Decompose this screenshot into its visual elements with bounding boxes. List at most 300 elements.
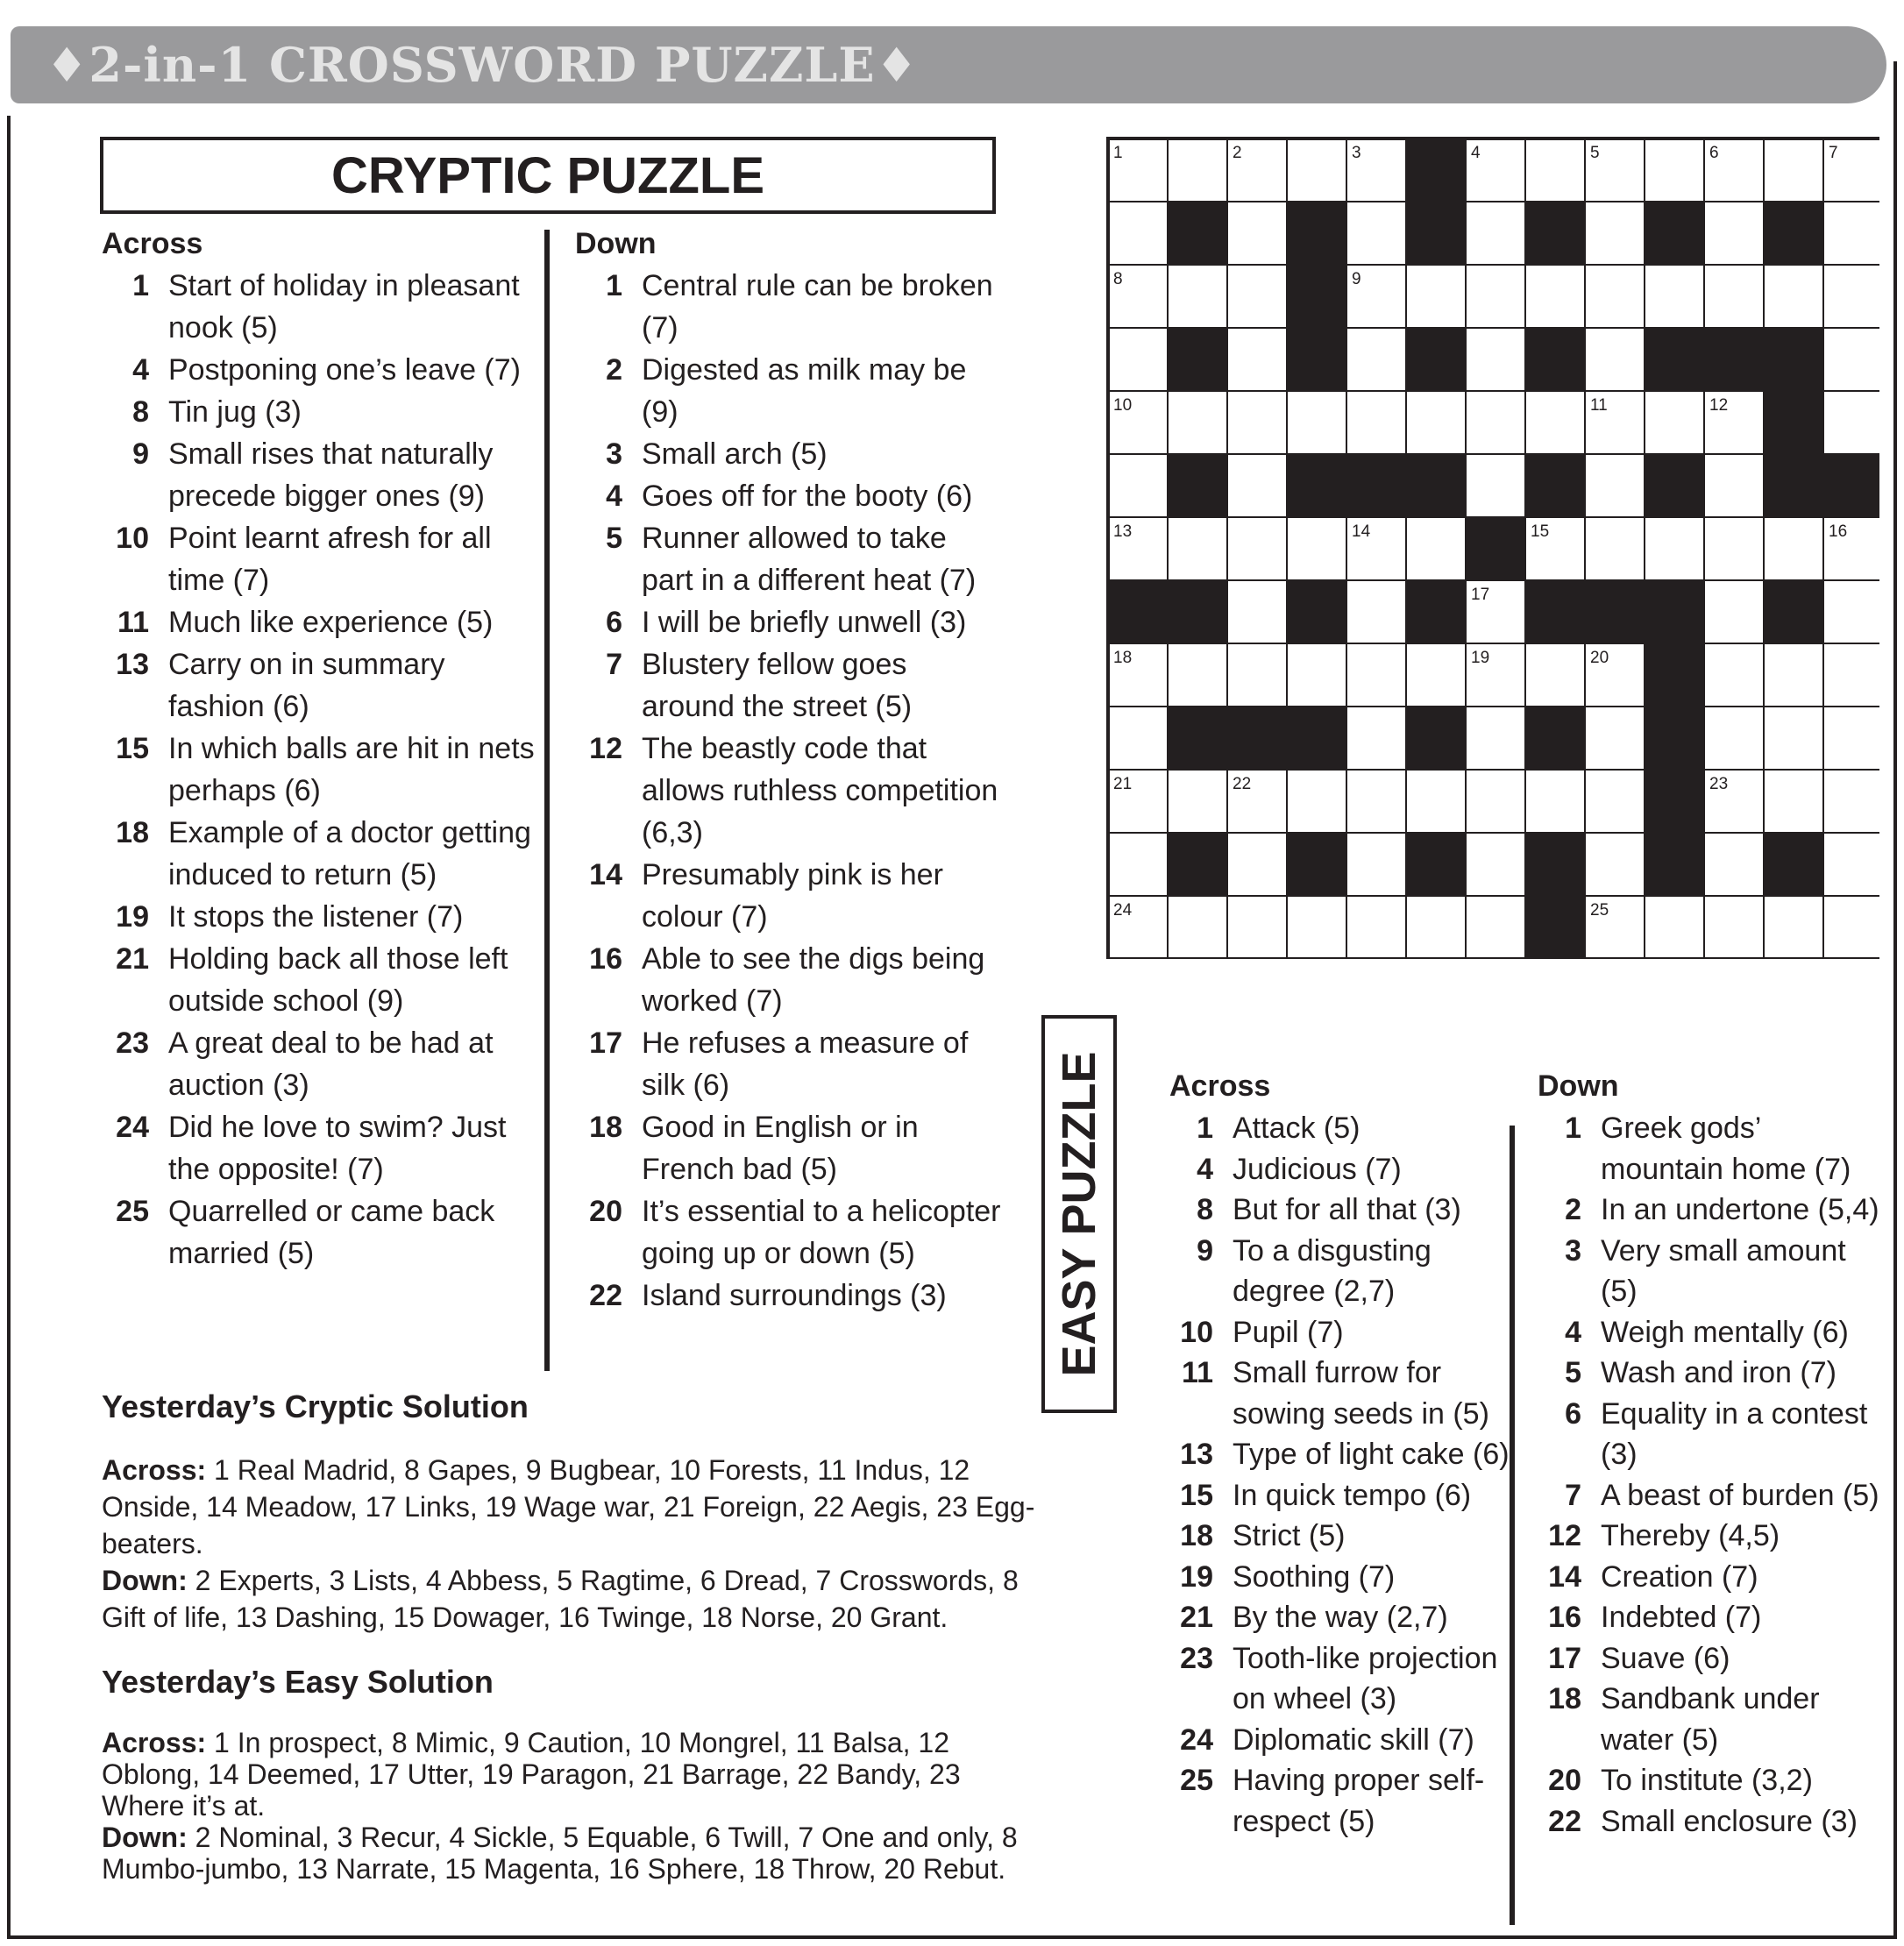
grid-cell[interactable]	[1585, 265, 1645, 328]
grid-number: 8	[1113, 270, 1123, 288]
grid-cell[interactable]	[1585, 328, 1645, 391]
clue-number: 1	[132, 269, 149, 302]
grid-cell-black	[1287, 833, 1346, 896]
clue-text: In quick tempo (6)	[1233, 1478, 1472, 1512]
grid-number: 4	[1471, 144, 1481, 162]
grid-cell-black	[1525, 580, 1585, 643]
grid-cell[interactable]	[1227, 265, 1287, 328]
grid-cell[interactable]	[1823, 833, 1879, 896]
clue-item	[1538, 1394, 1888, 1475]
clue-item	[102, 265, 549, 349]
clue-text: Wash and iron (7)	[1601, 1356, 1837, 1389]
grid-number: 12	[1709, 396, 1729, 415]
clue-number: 4	[1565, 1315, 1581, 1349]
grid-cell-black	[1287, 328, 1346, 391]
grid-cell[interactable]	[1227, 328, 1287, 391]
clue-item	[102, 896, 549, 938]
clue-item	[1169, 1149, 1517, 1190]
clue-item	[1169, 1720, 1517, 1761]
grid-cell[interactable]	[1704, 517, 1764, 580]
clue-number: 10	[1180, 1315, 1213, 1349]
grid-cell[interactable]	[1764, 896, 1823, 959]
clue-text: Attack (5)	[1233, 1111, 1361, 1145]
clue-item	[1169, 1312, 1517, 1353]
clue-number: 4	[606, 479, 622, 513]
grid-cell-black	[1168, 707, 1227, 770]
clue-number: 16	[589, 942, 622, 976]
grid-cell[interactable]	[1168, 265, 1227, 328]
grid-cell[interactable]	[1704, 833, 1764, 896]
grid-cell[interactable]	[1108, 202, 1168, 265]
clue-item	[1169, 1597, 1517, 1638]
grid-cell-black	[1287, 707, 1346, 770]
grid-cell[interactable]	[1346, 643, 1406, 707]
grid-cell[interactable]	[1585, 202, 1645, 265]
grid-cell[interactable]	[1466, 707, 1525, 770]
grid-cell[interactable]	[1406, 643, 1466, 707]
grid-number: 19	[1471, 649, 1490, 667]
clue-item	[1169, 1638, 1517, 1720]
cryptic-column-divider	[544, 230, 550, 1371]
grid-cell[interactable]	[1108, 454, 1168, 517]
grid-cell[interactable]	[1108, 328, 1168, 391]
grid-cell[interactable]	[1525, 770, 1585, 833]
grid-cell[interactable]	[1764, 138, 1823, 202]
cryptic-solution-down	[102, 1562, 1040, 1636]
grid-cell[interactable]	[1346, 770, 1406, 833]
clue-item	[1538, 1108, 1888, 1190]
grid-cell[interactable]	[1525, 138, 1585, 202]
grid-cell-black	[1525, 202, 1585, 265]
clue-text: To a disgusting degree (2,7)	[1233, 1233, 1432, 1308]
clue-text: Creation (7)	[1601, 1559, 1758, 1594]
grid-cell-black	[1466, 517, 1525, 580]
clue-number: 20	[1548, 1764, 1581, 1797]
grid-number: 3	[1352, 144, 1361, 162]
grid-cell[interactable]	[1466, 202, 1525, 265]
grid-number: 13	[1113, 522, 1133, 541]
grid-cell-black	[1585, 580, 1645, 643]
clue-text: Much like experience (5)	[168, 606, 494, 639]
clue-text: Very small amount (5)	[1601, 1233, 1846, 1308]
clue-text: Quarrelled or came back married (5)	[168, 1195, 495, 1270]
grid-cell-black	[1764, 328, 1823, 391]
grid-cell[interactable]	[1764, 517, 1823, 580]
clue-text: Runner allowed to take part in a different heat (7)	[642, 522, 977, 597]
clue-text: Blustery fellow goes around the street (5)	[642, 648, 913, 723]
grid-cell-black	[1406, 454, 1466, 517]
clue-number: 2	[1565, 1193, 1581, 1226]
grid-cell[interactable]	[1168, 517, 1227, 580]
clue-number: 24	[1180, 1722, 1213, 1757]
clue-number: 3	[1565, 1233, 1581, 1268]
clue-item	[575, 517, 1005, 601]
clue-item	[1538, 1231, 1888, 1312]
clue-item	[102, 601, 549, 643]
clue-item	[1538, 1638, 1888, 1680]
grid-cell[interactable]	[1525, 265, 1585, 328]
clue-item	[1538, 1557, 1888, 1598]
clue-item	[1538, 1190, 1888, 1231]
clue-text: In an undertone (5,4)	[1601, 1193, 1879, 1226]
clue-text: Suave (6)	[1601, 1641, 1730, 1675]
clue-text: Strict (5)	[1233, 1519, 1346, 1552]
clue-text: Postponing one’s leave (7)	[168, 353, 521, 387]
clue-text: Small furrow for sowing seeds in (5)	[1233, 1356, 1489, 1431]
grid-cell[interactable]	[1168, 643, 1227, 707]
clue-item	[575, 349, 1005, 433]
clue-number: 9	[132, 437, 149, 471]
grid-cell-black	[1168, 328, 1227, 391]
grid-number: 14	[1352, 522, 1371, 541]
grid-cell-black	[1645, 833, 1704, 896]
clue-text: Soothing (7)	[1233, 1559, 1396, 1594]
grid-cell[interactable]	[1704, 265, 1764, 328]
clue-item	[1169, 1353, 1517, 1434]
clue-text: Did he love to swim? Just the opposite! (7)	[168, 1111, 507, 1186]
grid-cell[interactable]	[1585, 707, 1645, 770]
grid-number: 25	[1590, 901, 1609, 920]
clue-text: Thereby (4,5)	[1601, 1519, 1780, 1552]
clue-text: Digested as milk may be (9)	[642, 353, 967, 429]
clue-number: 13	[1180, 1438, 1213, 1471]
easy-solution-down-label: Down:	[102, 1822, 188, 1853]
grid-number: 10	[1113, 396, 1133, 415]
grid-cell[interactable]	[1823, 265, 1879, 328]
grid-cell[interactable]	[1406, 391, 1466, 454]
grid-cell[interactable]	[1287, 896, 1346, 959]
grid-cell[interactable]	[1227, 833, 1287, 896]
grid-cell-black	[1645, 454, 1704, 517]
grid-cell-black	[1287, 580, 1346, 643]
grid-cell[interactable]	[1287, 643, 1346, 707]
clue-text: In which balls are hit in nets perhaps (6)	[168, 732, 535, 807]
grid-cell-black	[1764, 580, 1823, 643]
clue-number: 11	[1182, 1356, 1213, 1389]
grid-cell[interactable]	[1168, 770, 1227, 833]
clue-text: He refuses a measure of silk (6)	[642, 1026, 969, 1102]
grid-cell[interactable]	[1466, 454, 1525, 517]
clue-item	[575, 1106, 1005, 1190]
clue-text: Example of a doctor getting induced to return (5)	[168, 816, 531, 891]
grid-cell[interactable]	[1823, 643, 1879, 707]
clue-text: Pupil (7)	[1233, 1315, 1344, 1349]
clue-text: Point learnt afresh for all time (7)	[168, 522, 492, 597]
grid-cell-black	[1287, 202, 1346, 265]
clue-item	[575, 643, 1005, 728]
easy-solution-across	[102, 1727, 1040, 1822]
clue-number: 12	[1548, 1519, 1581, 1552]
grid-cell[interactable]	[1406, 770, 1466, 833]
grid-cell[interactable]	[1287, 517, 1346, 580]
clue-item	[1538, 1679, 1888, 1760]
grid-number: 6	[1709, 144, 1719, 162]
grid-cell[interactable]	[1227, 896, 1287, 959]
grid-cell[interactable]	[1108, 707, 1168, 770]
clue-number: 7	[1565, 1478, 1581, 1512]
grid-cell[interactable]	[1287, 391, 1346, 454]
clue-text: Central rule can be broken (7)	[642, 269, 993, 344]
grid-cell[interactable]	[1823, 770, 1879, 833]
grid-cell-black	[1168, 454, 1227, 517]
easy-across-heading: Across	[1169, 1069, 1271, 1103]
easy-solution-down-text: 2 Nominal, 3 Recur, 4 Sickle, 5 Equable, 6 Twill, 7 One and only, 8 Mumbo-jumbo, 13 Narrate, 15 Magenta, 16 Sphere, 18 Throw, 20 Rebut.	[102, 1822, 1018, 1885]
easy-solution-body	[102, 1727, 1040, 1885]
clue-item	[102, 433, 549, 517]
grid-cell[interactable]	[1287, 770, 1346, 833]
clue-text: Small enclosure (3)	[1601, 1804, 1858, 1838]
grid-cell[interactable]	[1406, 517, 1466, 580]
easy-down-list	[1538, 1064, 1888, 1842]
clue-number: 13	[116, 648, 149, 681]
grid-cell[interactable]	[1466, 328, 1525, 391]
grid-number: 21	[1113, 775, 1133, 793]
clue-number: 11	[117, 606, 149, 639]
grid-cell[interactable]	[1645, 896, 1704, 959]
grid-cell[interactable]	[1346, 391, 1406, 454]
clue-text: To institute (3,2)	[1601, 1764, 1813, 1797]
grid-cell[interactable]	[1645, 265, 1704, 328]
clue-item	[575, 475, 1005, 517]
clue-number: 18	[116, 816, 149, 849]
grid-cell[interactable]	[1823, 707, 1879, 770]
clue-item	[1538, 1475, 1888, 1516]
grid-cell[interactable]	[1466, 265, 1525, 328]
grid-cell[interactable]	[1346, 202, 1406, 265]
clue-text: Holding back all those left outside school (9)	[168, 942, 508, 1018]
grid-number: 5	[1590, 144, 1600, 162]
clue-item	[1538, 1353, 1888, 1394]
cryptic-solution-across-text: 1 Real Madrid, 8 Gapes, 9 Bugbear, 10 Forests, 11 Indus, 12 Onside, 14 Meadow, 17 Links, 19 Wage war, 21 Foreign, 22 Aegis, 23 Egg-beaters.	[102, 1454, 1035, 1559]
grid-cell-black	[1168, 833, 1227, 896]
clue-number: 3	[606, 437, 622, 471]
grid-cell-black	[1645, 202, 1704, 265]
clue-text: Start of holiday in pleasant nook (5)	[168, 269, 520, 344]
grid-cell[interactable]	[1704, 643, 1764, 707]
grid-cell[interactable]	[1346, 328, 1406, 391]
grid-cell[interactable]	[1823, 328, 1879, 391]
grid-cell-black	[1525, 328, 1585, 391]
grid-cell[interactable]	[1406, 896, 1466, 959]
cryptic-title: CRYPTIC PUZZLE	[330, 146, 765, 204]
grid-cell[interactable]	[1585, 770, 1645, 833]
clue-text: Type of light cake (6)	[1233, 1438, 1510, 1471]
clue-number: 17	[589, 1026, 622, 1060]
grid-cell[interactable]	[1704, 707, 1764, 770]
frame-right-rule	[1893, 61, 1897, 1939]
clue-text: Good in English or in French bad (5)	[642, 1111, 919, 1186]
clue-text: Judicious (7)	[1233, 1152, 1402, 1186]
clue-text: Tin jug (3)	[168, 395, 302, 429]
grid-cell[interactable]	[1525, 643, 1585, 707]
clue-item	[1538, 1760, 1888, 1801]
grid-cell-black	[1764, 202, 1823, 265]
grid-cell[interactable]	[1168, 391, 1227, 454]
grid-cell[interactable]	[1108, 833, 1168, 896]
clue-item	[102, 1190, 549, 1275]
clue-number: 1	[1197, 1111, 1213, 1145]
clue-item	[1169, 1516, 1517, 1557]
grid-cell[interactable]	[1466, 770, 1525, 833]
grid-cell[interactable]	[1645, 517, 1704, 580]
grid-cell[interactable]	[1227, 517, 1287, 580]
grid-cell-black	[1406, 833, 1466, 896]
crossword-grid	[1105, 135, 1879, 959]
grid-cell-black	[1406, 707, 1466, 770]
clue-text: The beastly code that allows ruthless competition (6,3)	[642, 732, 998, 849]
clue-number: 18	[589, 1111, 622, 1144]
clue-number: 25	[1180, 1764, 1213, 1797]
grid-cell[interactable]	[1764, 707, 1823, 770]
clue-number: 15	[116, 732, 149, 765]
clue-text: Greek gods’ mountain home (7)	[1601, 1111, 1851, 1186]
clue-item	[102, 1022, 549, 1106]
clue-number: 20	[589, 1195, 622, 1228]
clue-item	[1169, 1557, 1517, 1598]
clue-item	[575, 433, 1005, 475]
easy-solution-heading: Yesterday’s Easy Solution	[102, 1664, 494, 1700]
clue-number: 7	[606, 648, 622, 681]
clue-text: Tooth-like projection on wheel (3)	[1233, 1641, 1498, 1715]
grid-cell[interactable]	[1466, 391, 1525, 454]
grid-number: 2	[1233, 144, 1242, 162]
cryptic-solution-down-text: 2 Experts, 3 Lists, 4 Abbess, 5 Ragtime, 6 Dread, 7 Crosswords, 8 Gift of life, 13 Dashing, 15 Dowager, 16 Twinge, 18 Norse, 20 Grant.	[102, 1565, 1019, 1633]
grid-cell[interactable]	[1168, 896, 1227, 959]
grid-cell[interactable]	[1466, 833, 1525, 896]
grid-cell[interactable]	[1823, 580, 1879, 643]
grid-cell-black	[1645, 770, 1704, 833]
clue-number: 24	[116, 1111, 149, 1144]
grid-cell[interactable]	[1227, 391, 1287, 454]
banner-title: ♦2-in-1 CROSSWORD PUZZLE♦	[46, 37, 919, 93]
clue-number: 12	[589, 732, 622, 765]
grid-cell[interactable]	[1227, 580, 1287, 643]
grid-cell-black	[1406, 138, 1466, 202]
grid-cell[interactable]	[1168, 138, 1227, 202]
grid-cell[interactable]	[1764, 643, 1823, 707]
grid-cell[interactable]	[1287, 138, 1346, 202]
grid-number: 7	[1829, 144, 1838, 162]
clue-text: A beast of burden (5)	[1601, 1478, 1879, 1512]
grid-cell-black	[1525, 707, 1585, 770]
grid-cell[interactable]	[1585, 833, 1645, 896]
clue-number: 14	[589, 858, 622, 891]
grid-cell[interactable]	[1645, 391, 1704, 454]
grid-cell[interactable]	[1346, 580, 1406, 643]
clue-number: 9	[1197, 1233, 1213, 1268]
grid-number: 18	[1113, 649, 1133, 667]
clue-item	[102, 517, 549, 601]
grid-cell[interactable]	[1466, 896, 1525, 959]
clue-number: 17	[1548, 1641, 1581, 1675]
grid-number: 9	[1352, 270, 1361, 288]
grid-cell[interactable]	[1346, 707, 1406, 770]
easy-solution-down	[102, 1822, 1040, 1885]
easy-title: EASY PUZZLE	[1053, 1051, 1105, 1377]
clue-item	[1538, 1597, 1888, 1638]
grid-cell[interactable]	[1764, 265, 1823, 328]
cryptic-solution-heading: Yesterday’s Cryptic Solution	[102, 1388, 529, 1424]
grid-cell-black	[1287, 454, 1346, 517]
easy-column-divider	[1510, 1126, 1515, 1925]
grid-cell[interactable]	[1823, 202, 1879, 265]
banner	[11, 26, 1886, 103]
clue-item	[1169, 1475, 1517, 1516]
grid-cell[interactable]	[1704, 896, 1764, 959]
clue-number: 1	[1565, 1111, 1581, 1145]
clue-item	[1169, 1760, 1517, 1842]
clue-number: 2	[606, 353, 622, 387]
frame-left-rule	[7, 116, 11, 1935]
grid-number: 11	[1590, 396, 1608, 415]
clue-text: Indebted (7)	[1601, 1601, 1762, 1634]
cryptic-solution-across	[102, 1452, 1040, 1562]
clue-text: It’s essential to a helicopter going up or down (5)	[642, 1195, 1001, 1270]
clue-item	[575, 1190, 1005, 1275]
clue-number: 22	[589, 1279, 622, 1312]
clue-number: 21	[116, 942, 149, 976]
grid-cell[interactable]	[1585, 454, 1645, 517]
grid-cell[interactable]	[1227, 643, 1287, 707]
clue-text: Sandbank under water (5)	[1601, 1682, 1820, 1757]
clue-text: Goes off for the booty (6)	[642, 479, 973, 513]
clue-item	[1169, 1434, 1517, 1475]
grid-cell[interactable]	[1823, 896, 1879, 959]
grid-cell[interactable]	[1227, 202, 1287, 265]
clue-number: 1	[606, 269, 622, 302]
clue-text: Small rises that naturally precede bigger ones (9)	[168, 437, 494, 513]
grid-cell[interactable]	[1346, 833, 1406, 896]
grid-cell-black	[1645, 580, 1704, 643]
easy-title-box	[1041, 1015, 1117, 1413]
clue-number: 19	[116, 900, 149, 934]
clue-number: 23	[1180, 1641, 1213, 1675]
grid-cell[interactable]	[1704, 454, 1764, 517]
easy-across-list	[1169, 1064, 1517, 1842]
grid-cell-black	[1764, 454, 1823, 517]
grid-cell-black	[1346, 454, 1406, 517]
grid-cell[interactable]	[1227, 454, 1287, 517]
grid-cell[interactable]	[1704, 202, 1764, 265]
clue-item	[1538, 1516, 1888, 1557]
clue-number: 18	[1180, 1519, 1213, 1552]
grid-cell-black	[1764, 391, 1823, 454]
grid-cell[interactable]	[1764, 770, 1823, 833]
clue-text: Having proper self-respect (5)	[1233, 1764, 1485, 1838]
grid-cell[interactable]	[1585, 517, 1645, 580]
grid-cell-black	[1525, 833, 1585, 896]
grid-cell[interactable]	[1704, 580, 1764, 643]
clue-number: 4	[132, 353, 149, 387]
grid-cell[interactable]	[1645, 138, 1704, 202]
grid-cell[interactable]	[1346, 896, 1406, 959]
grid-cell-black	[1227, 707, 1287, 770]
grid-cell-black	[1645, 328, 1704, 391]
grid-cell[interactable]	[1406, 265, 1466, 328]
clue-number: 5	[1565, 1356, 1581, 1389]
frame-bottom-rule	[7, 1935, 1897, 1939]
grid-cell[interactable]	[1823, 391, 1879, 454]
grid-cell-black	[1645, 707, 1704, 770]
clue-number: 21	[1180, 1601, 1213, 1634]
grid-cell[interactable]	[1525, 391, 1585, 454]
clue-item	[575, 265, 1005, 349]
cryptic-solution-body	[102, 1452, 1040, 1636]
clue-number: 6	[1565, 1396, 1581, 1431]
clue-item	[575, 1275, 1005, 1317]
cryptic-title-box	[100, 137, 996, 214]
clue-number: 5	[606, 522, 622, 555]
